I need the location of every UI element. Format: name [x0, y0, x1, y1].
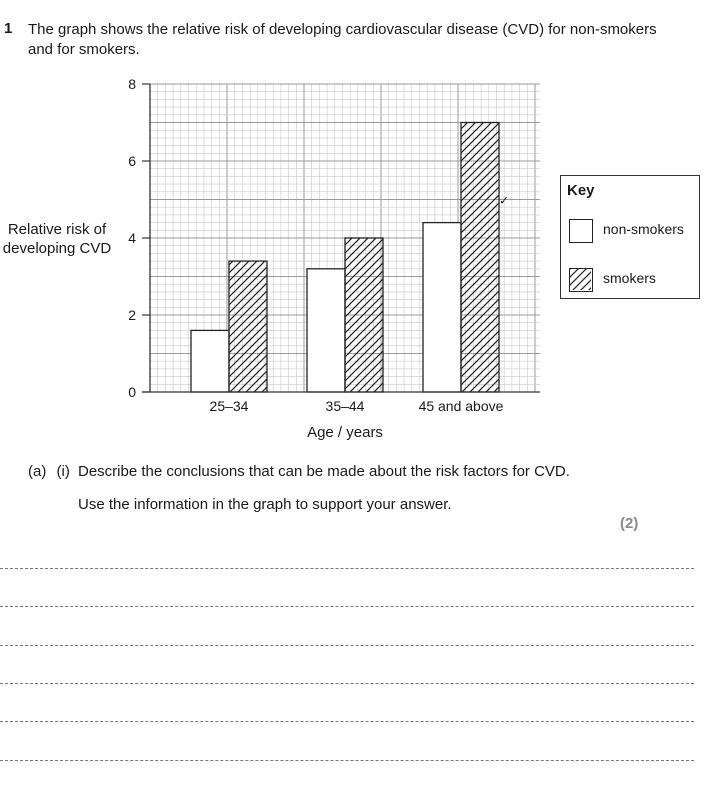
bar-smokers-3: [461, 123, 499, 393]
answer-line-3[interactable]: [0, 645, 694, 646]
legend-label-smokers: smokers: [603, 270, 656, 286]
bar-non-smokers-1: [191, 330, 229, 392]
x-axis-title: Age / years: [307, 424, 383, 441]
legend-label-non-smokers: non-smokers: [603, 221, 684, 237]
part-instruction: Use the information in the graph to support your answer.: [78, 496, 452, 513]
y-axis-title: Relative risk of: [7, 221, 107, 238]
bar-non-smokers-2: [307, 269, 345, 392]
question-number: 1: [4, 20, 13, 37]
check-annotation: ✓: [499, 193, 510, 208]
y-tick-label: 4: [128, 230, 136, 246]
part-label: [28, 463, 70, 480]
x-tick-label: 45 and above: [418, 398, 504, 414]
legend-swatch-smokers: [569, 268, 593, 292]
x-tick-label: 35–44: [325, 398, 365, 414]
y-tick-label: 6: [128, 153, 136, 169]
marks-available: (2): [620, 515, 639, 532]
bar-smokers-1: [229, 261, 267, 392]
bar-non-smokers-3: [423, 223, 461, 392]
answer-line-2[interactable]: [0, 606, 694, 607]
y-axis-title: developing CVD: [2, 240, 112, 257]
part-roman: (i): [56, 463, 70, 480]
part-question: Describe the conclusions that can be made about the risk factors for CVD.: [78, 463, 570, 480]
question-text: The graph shows the relative risk of developing cardiovascular disease (CVD) for non-smokers and for smokers.: [28, 21, 657, 58]
bar-chart: [0, 70, 560, 450]
x-tick-label: 25–34: [209, 398, 249, 414]
legend-swatch-non-smokers: [569, 219, 593, 243]
y-tick-label: 2: [128, 307, 136, 323]
answer-line-4[interactable]: [0, 683, 694, 684]
part-letter: (a): [28, 463, 47, 480]
legend-key: [560, 175, 700, 299]
y-tick-label: 8: [128, 76, 136, 92]
y-tick-label: 0: [128, 384, 136, 400]
bar-smokers-2: [345, 238, 383, 392]
answer-line-6[interactable]: [0, 760, 694, 761]
answer-line-5[interactable]: [0, 721, 694, 722]
legend-title: Key: [567, 182, 595, 199]
answer-line-1[interactable]: [0, 568, 694, 569]
